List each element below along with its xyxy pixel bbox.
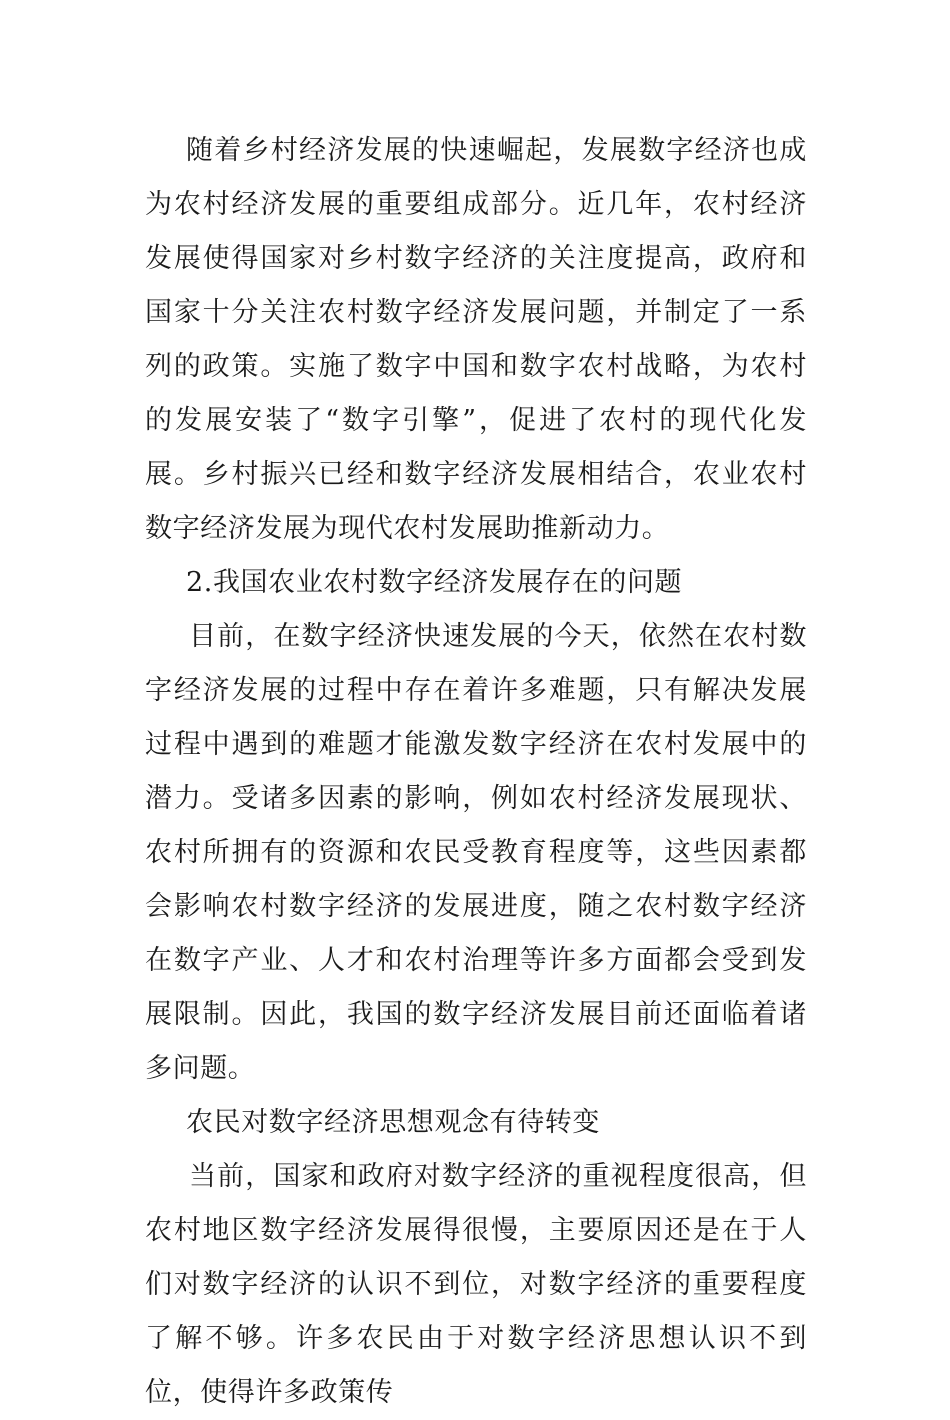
paragraph-awareness-issue: 当前，国家和政府对数字经济的重视程度很高，但农村地区数字经济发展得很慢，主要原因还是在于人们对数字经济的认识不到位，对数字经济的重要程度了解不够。许多农民由于对数字经济思想认识不到位，使得许多政策传 [145,1161,807,1408]
subsection-heading-farmer-mindset: 农民对数字经济思想观念有待转变 [186,1107,600,1138]
section-heading-problems: 2.我国农业农村数字经济发展存在的问题 [186,567,683,598]
document-body [145,124,807,1420]
paragraph-rural-digital-economy-intro: 随着乡村经济发展的快速崛起，发展数字经济也成为农村经济发展的重要组成部分。近几年，农村经济发展使得国家对乡村数字经济的关注度提高，政府和国家十分关注农村数字经济发展问题，并制定了一系列的政策。实施了数字中国和数字农村战略，为农村的发展安装了“数字引擎”，促进了农村的现代化发展。乡村振兴已经和数字经济发展相结合，农业农村数字经济发展为现代农村发展助推新动力。 [145,135,807,544]
paragraph-current-difficulties: 目前，在数字经济快速发展的今天，依然在农村数字经济发展的过程中存在着许多难题，只有解决发展过程中遇到的难题才能激发数字经济在农村发展中的潜力。受诸多因素的影响，例如农村经济发展现状、农村所拥有的资源和农民受教育程度等，这些因素都会影响农村数字经济的发展进度，随之农村数字经济在数字产业、人才和农村治理等许多方面都会受到发展限制。因此，我国的数字经济发展目前还面临着诸多问题。 [145,621,807,1084]
